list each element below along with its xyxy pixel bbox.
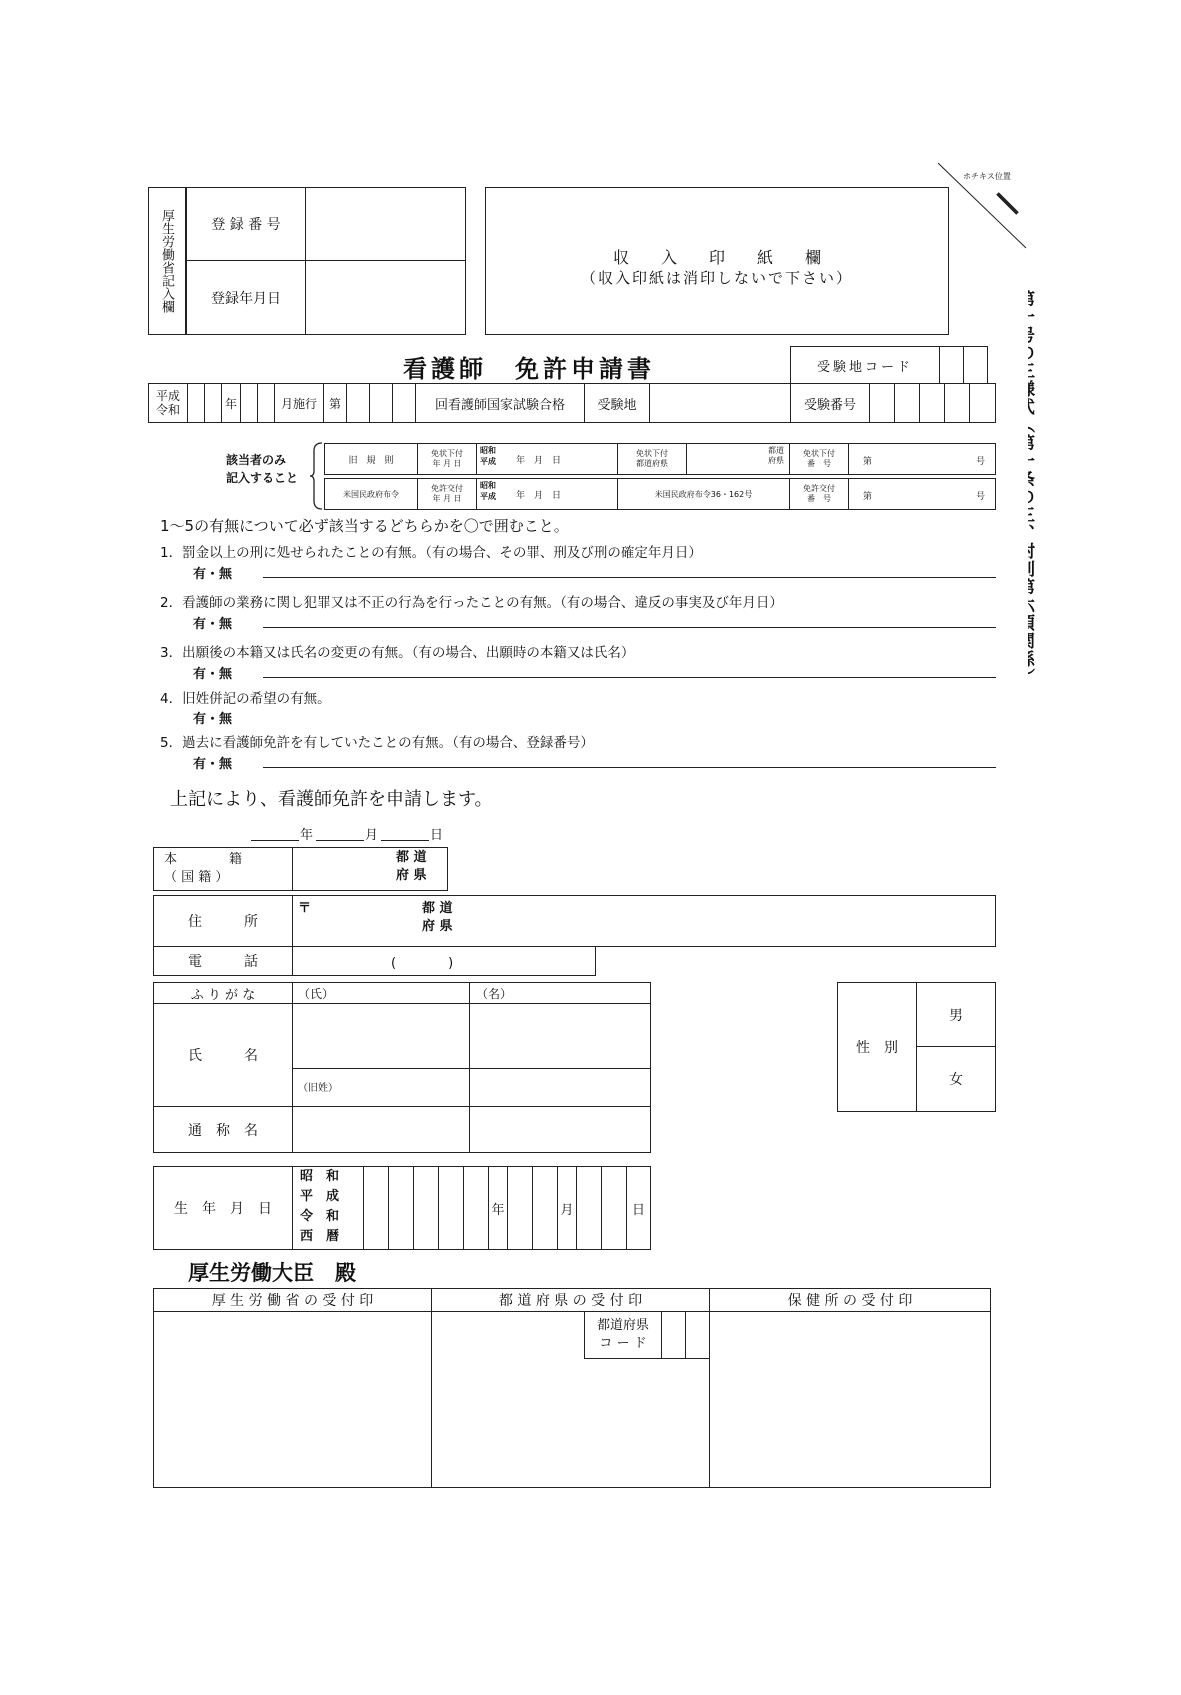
us-ordinance-ymd: 年 月 日 — [516, 491, 562, 501]
exam-number-cell-2[interactable] — [894, 383, 920, 423]
ministry-receipt-label: 厚 生 労 働 省 の 受 付 印 — [153, 1288, 432, 1312]
old-rule-dai: 第 — [863, 457, 873, 467]
registration-number-field[interactable] — [305, 187, 466, 261]
birth-year-cell-3[interactable] — [413, 1166, 439, 1250]
exam-dai-label: 第 — [323, 383, 347, 423]
health-center-receipt-stamp-area[interactable] — [709, 1311, 991, 1488]
ministry-entry-label: 厚生労働省記入欄 — [148, 187, 186, 335]
date-day-line[interactable] — [381, 840, 429, 841]
exam-round-cell-3[interactable] — [392, 383, 416, 423]
birth-year-cell-5[interactable] — [463, 1166, 489, 1250]
old-rule-issue-date-label: 免状下付 年 月 日 — [417, 443, 477, 475]
old-rule-ymd: 年 月 日 — [516, 456, 562, 466]
old-rule-era: 昭和 平成 — [480, 446, 496, 466]
alias-surname-field[interactable] — [292, 1106, 470, 1153]
address-field[interactable] — [292, 895, 996, 947]
declaration-text: 上記により、看護師免許を申請します。 — [170, 789, 493, 810]
exam-number-cell-1[interactable] — [869, 383, 895, 423]
alias-label: 通 称 名 — [153, 1106, 293, 1153]
exam-month-cell-2[interactable] — [257, 383, 275, 423]
us-ordinance-number: 米国民政府布令36・162号 — [617, 478, 790, 510]
old-rule-date-field[interactable] — [476, 443, 618, 475]
exam-place-field[interactable] — [649, 383, 791, 423]
application-form — [148, 163, 1028, 1493]
birth-year-cell-1[interactable] — [363, 1166, 389, 1250]
furigana-label: ふ り が な — [153, 982, 293, 1004]
old-rule-issue-pref-label: 免状下付 都道府県 — [617, 443, 687, 475]
registration-number-label: 登 録 番 号 — [186, 187, 306, 261]
gender-male-option[interactable]: 男 — [916, 982, 996, 1047]
birth-era-showa[interactable]: 昭 和 — [300, 1169, 340, 1184]
address-label: 住 所 — [153, 895, 293, 947]
prefecture-code-cell-2[interactable] — [685, 1311, 710, 1359]
domicile-pref-suffix: 都 道 府 県 — [396, 850, 427, 883]
revenue-stamp-title: 収 入 印 紙 欄 — [612, 248, 821, 267]
birth-month-cell-2[interactable] — [532, 1166, 558, 1250]
old-surname-label: （旧姓） — [298, 1083, 338, 1094]
exam-place-label: 受験地 — [584, 383, 650, 423]
birth-day-label: 日 — [626, 1166, 651, 1250]
old-rule-label: 旧 規 則 — [324, 443, 418, 475]
question-4-yes-no[interactable]: 有・無 — [193, 712, 233, 727]
registration-date-label: 登録年月日 — [186, 260, 306, 335]
question-5: 5．過去に看護師免許を有していたことの有無。（有の場合、登録番号） — [160, 735, 594, 751]
exam-year-cell-1[interactable] — [187, 383, 205, 423]
date-day-label: 日 — [430, 828, 444, 843]
surname-field[interactable] — [292, 1003, 470, 1069]
phone-label: 電 話 — [153, 946, 293, 976]
question-2: 2．看護師の業務に関し犯罪又は不正の行為を行ったことの有無。（有の場合、違反の事実及び年月日） — [160, 595, 783, 611]
exam-number-cell-4[interactable] — [944, 383, 970, 423]
given-name-label: （名） — [476, 987, 513, 1001]
name-label: 氏 名 — [153, 1003, 293, 1107]
birth-year-label: 年 — [488, 1166, 508, 1250]
us-ordinance-dai: 第 — [863, 492, 873, 502]
question-5-answer-line[interactable] — [263, 767, 996, 768]
old-rule-pref-suffix: 都道 府県 — [768, 446, 784, 465]
domicile-label: 本 籍 （ 国 籍 ） — [153, 847, 293, 891]
us-ordinance-lic-no-label: 免許交付 番 号 — [789, 478, 849, 510]
birth-year-cell-2[interactable] — [388, 1166, 414, 1250]
postal-mark: 〒 — [298, 901, 312, 916]
given-name-field[interactable] — [469, 1003, 651, 1069]
question-1-answer-line[interactable] — [263, 577, 996, 578]
birth-era-heisei[interactable]: 平 成 — [300, 1189, 340, 1204]
address-pref-suffix: 都 道 府 県 — [422, 901, 453, 934]
prefecture-receipt-label: 都 道 府 県 の 受 付 印 — [431, 1288, 710, 1312]
us-ordinance-label: 米国民政府布令 — [324, 478, 418, 510]
birth-month-label: 月 — [557, 1166, 577, 1250]
date-year-line[interactable] — [251, 840, 299, 841]
staple-mark — [938, 163, 1028, 263]
date-month-line[interactable] — [316, 840, 364, 841]
question-1: 1．罰金以上の刑に処せられたことの有無。（有の場合、その罪、刑及び刑の確定年月日） — [160, 545, 702, 561]
question-2-answer-line[interactable] — [263, 627, 996, 628]
surname-label: （氏） — [298, 987, 335, 1001]
gender-label: 性 別 — [837, 982, 917, 1112]
exam-code-label: 受験地コード — [790, 346, 940, 384]
exam-passed-label: 回看護師国家試験合格 — [415, 383, 585, 423]
exam-month-label: 月施行 — [274, 383, 324, 423]
birth-day-cell-2[interactable] — [601, 1166, 627, 1250]
date-year-label: 年 — [300, 828, 314, 843]
question-2-yes-no[interactable]: 有・無 — [193, 617, 233, 632]
era-label: 平成 令和 — [148, 383, 188, 423]
question-3-answer-line[interactable] — [263, 677, 996, 678]
date-month-label: 月 — [365, 828, 379, 843]
gender-female-option[interactable]: 女 — [916, 1046, 996, 1112]
us-ordinance-go: 号 — [976, 492, 986, 502]
question-3-yes-no[interactable]: 有・無 — [193, 667, 233, 682]
addressee: 厚生労働大臣 殿 — [188, 1261, 356, 1285]
question-4: 4．旧姓併記の希望の有無。 — [160, 691, 331, 707]
birth-era-seireki[interactable]: 西 暦 — [300, 1229, 340, 1244]
exam-code-cell-1[interactable] — [939, 346, 964, 384]
ministry-receipt-stamp-area[interactable] — [153, 1311, 432, 1488]
old-given-name-field[interactable] — [469, 1068, 651, 1107]
exam-number-cell-3[interactable] — [919, 383, 945, 423]
exam-code-cell-2[interactable] — [963, 346, 988, 384]
alias-given-field[interactable] — [469, 1106, 651, 1153]
birth-year-cell-4[interactable] — [438, 1166, 464, 1250]
question-1-yes-no[interactable]: 有・無 — [193, 567, 233, 582]
birth-month-cell-1[interactable] — [507, 1166, 533, 1250]
health-center-receipt-label: 保 健 所 の 受 付 印 — [709, 1288, 991, 1312]
applicable-only-label: 該当者のみ 記入すること — [226, 453, 299, 485]
phone-area-code-paren: ( ) — [391, 956, 454, 971]
old-rule-lic-no-label: 免状下付 番 号 — [789, 443, 849, 475]
exam-year-cell-2[interactable] — [204, 383, 222, 423]
exam-round-cell-1[interactable] — [346, 383, 370, 423]
question-5-yes-no[interactable]: 有・無 — [193, 757, 233, 772]
instruction-text: 1～5の有無について必ず該当するどちらかを〇で囲むこと。 — [160, 517, 569, 535]
prefecture-code-label: 都道府県 コ ー ド — [584, 1311, 662, 1359]
bracket-mark — [310, 441, 324, 511]
exam-number-cell-5[interactable] — [969, 383, 996, 423]
exam-month-cell-1[interactable] — [240, 383, 258, 423]
registration-date-field[interactable] — [305, 260, 466, 335]
page-title: 看護師 免許申請書 — [403, 355, 655, 383]
birth-date-label: 生 年 月 日 — [153, 1166, 293, 1250]
birth-day-cell-1[interactable] — [576, 1166, 602, 1250]
exam-round-cell-2[interactable] — [369, 383, 393, 423]
exam-year-label: 年 — [221, 383, 241, 423]
us-ordinance-date-field[interactable] — [476, 478, 618, 510]
prefecture-code-cell-1[interactable] — [661, 1311, 686, 1359]
us-ordinance-issue-date-label: 免許交付 年 月 日 — [417, 478, 477, 510]
staple-position-label: ホチキス位置 — [963, 172, 1011, 181]
question-3: 3．出願後の本籍又は氏名の変更の有無。（有の場合、出願時の本籍又は氏名） — [160, 645, 635, 661]
exam-number-label: 受験番号 — [790, 383, 870, 423]
revenue-stamp-note: （収入印紙は消印しないで下さい） — [580, 269, 853, 287]
us-ordinance-era: 昭和 平成 — [480, 481, 496, 501]
old-rule-go: 号 — [976, 457, 986, 467]
birth-era-reiwa[interactable]: 令 和 — [300, 1209, 340, 1224]
